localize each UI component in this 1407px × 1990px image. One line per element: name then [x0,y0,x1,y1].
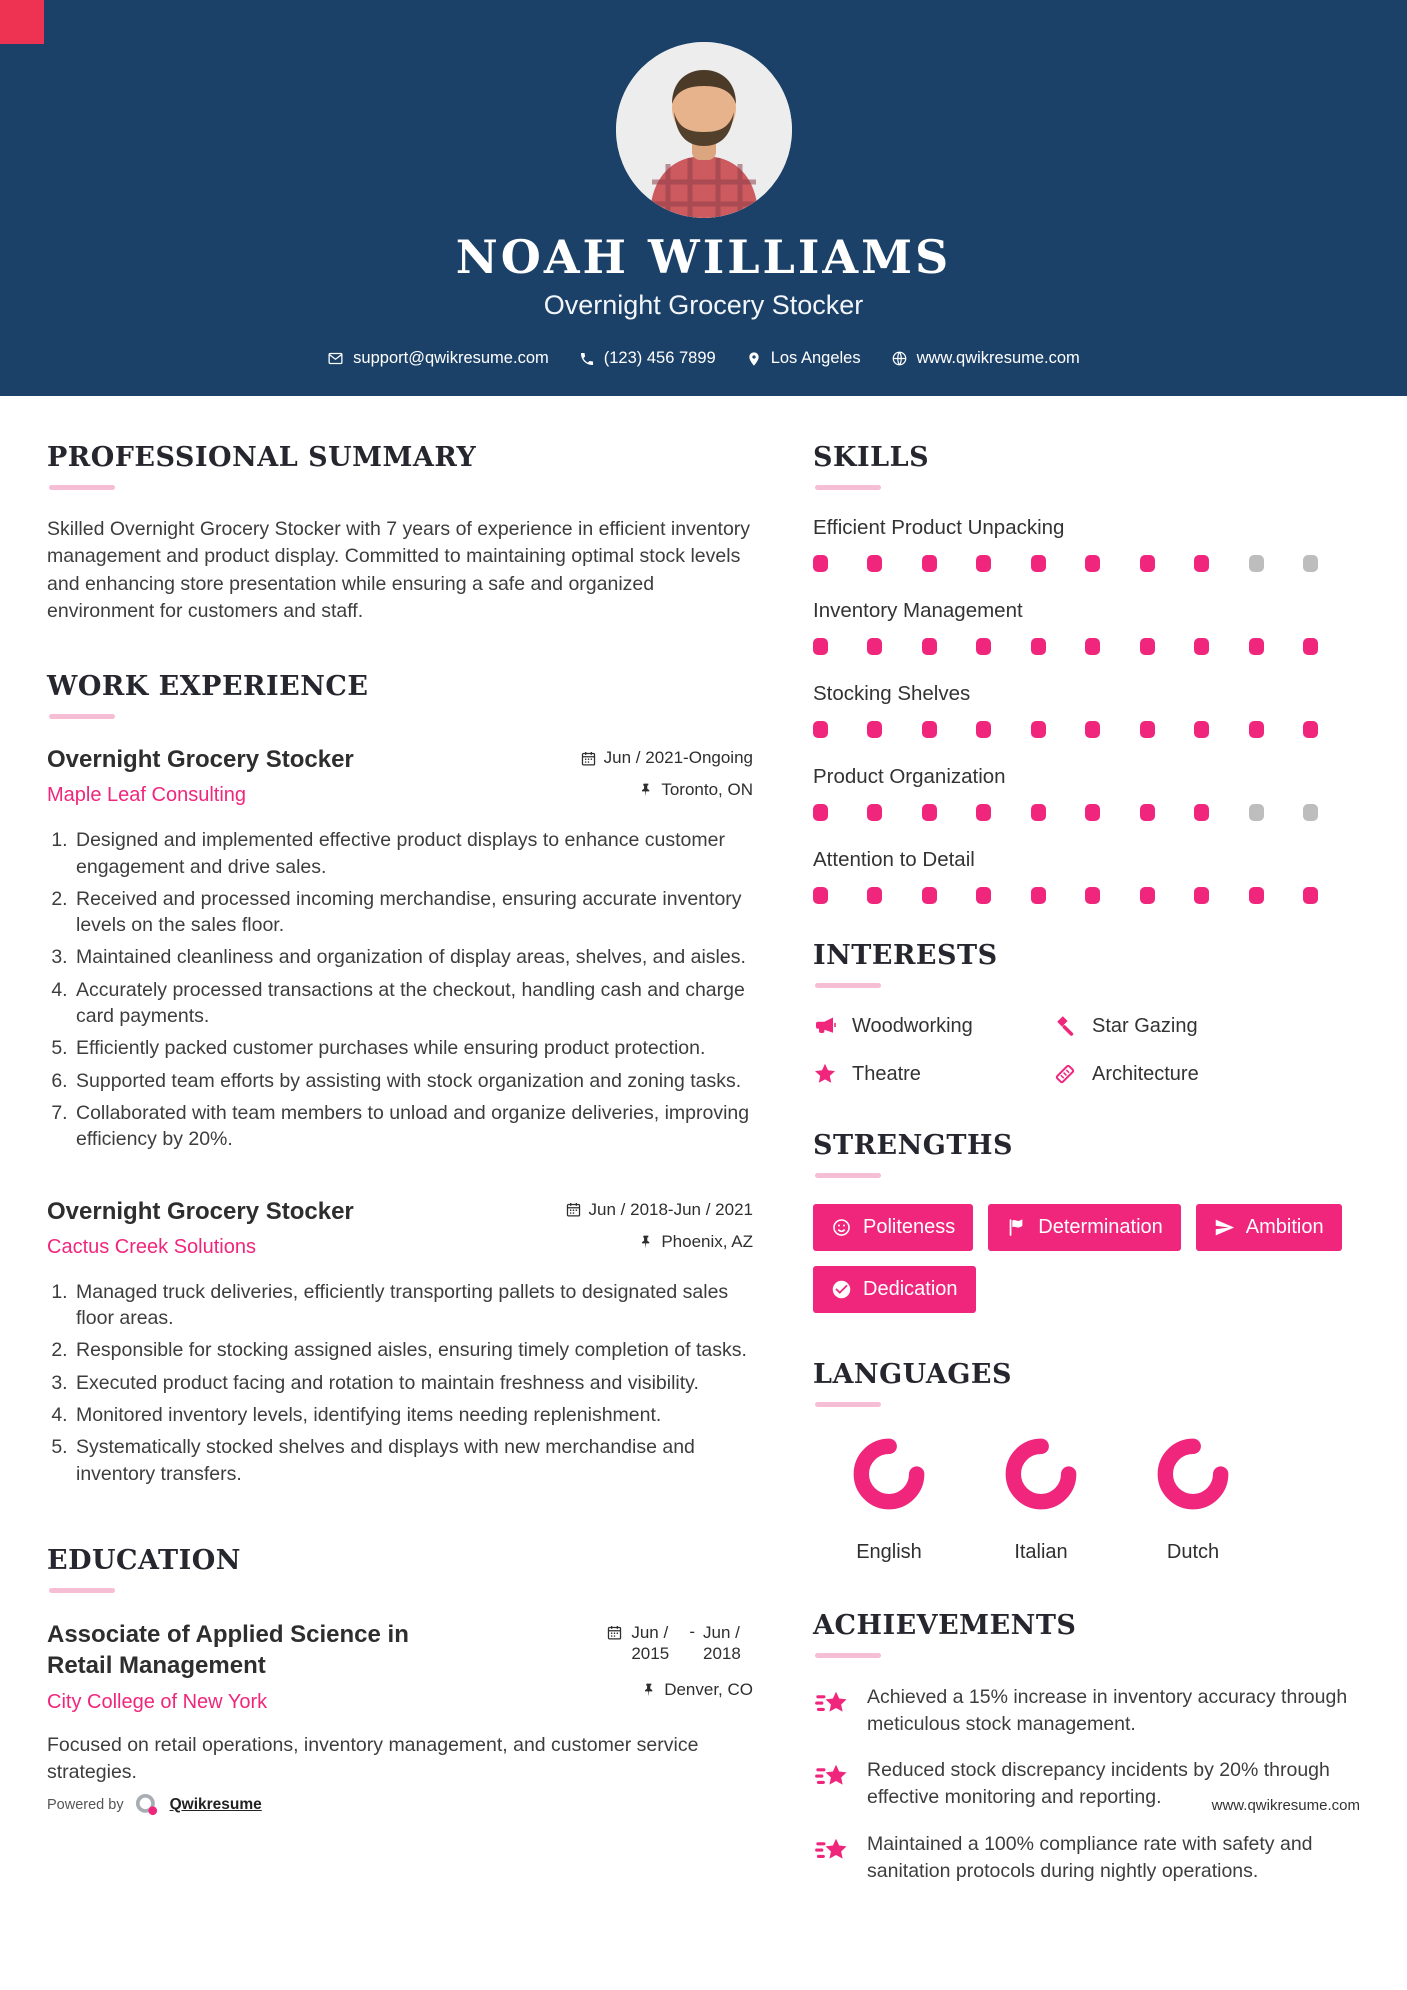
school-name: City College of New York [47,1691,268,1714]
job-location-row [638,780,753,800]
interest-item [813,1062,1053,1086]
job-entry [47,745,753,1152]
shooting-star-icon [813,1831,851,1884]
job-bullet: 5. Efficiently packed customer purchases while ensuring product protection. [73,1035,753,1061]
heading-underline [815,1402,881,1407]
avatar-image [616,42,792,218]
skills-list [813,516,1366,904]
achievement-text: Reduced stock discrepancy incidents by 20% through effective monitoring and reporting. [867,1759,1330,1809]
job-meta [580,745,753,807]
skill-dot [976,721,991,738]
phone-text: (123) 456 7899 [603,349,716,367]
job-bullets [47,1279,753,1487]
education-description: Focused on retail operations, inventory management, and customer service strategies. [47,1734,699,1784]
skill-dot [813,555,828,572]
skill-name: Attention to Detail [813,848,975,871]
skill-dot [1249,804,1264,821]
skill-dot [976,887,991,904]
language-item [965,1433,1117,1564]
section-heading: EDUCATION [47,1544,241,1576]
skill-dot [1031,804,1046,821]
heading-underline [815,1173,881,1178]
skill-dot [867,555,882,572]
education-dates [606,1622,753,1665]
skill-dot [867,638,882,655]
job-dates-row [565,1200,753,1220]
shooting-star-icon [813,1684,851,1737]
location-text: Los Angeles [770,349,861,367]
corner-accent [0,0,44,44]
skill-dot [922,804,937,821]
contact-bar [0,349,1407,368]
skill-dot [1085,638,1100,655]
skill-name: Inventory Management [813,599,1023,622]
job-bullet: 3. Executed product facing and rotation to maintain freshness and visibility. [73,1370,753,1396]
interest-label: Star Gazing [1092,1014,1198,1037]
resume-body [0,396,1407,1904]
skill-dot [922,887,937,904]
section-achievements [813,1610,1366,1884]
section-education [47,1545,753,1787]
section-strengths [813,1130,1366,1313]
skill-dot [1303,555,1318,572]
megaphone-icon [813,1014,837,1038]
skill-dot [1303,721,1318,738]
skill-dot [813,638,828,655]
strength-label: Dedication [863,1278,958,1300]
qwikresume-logo [134,1792,160,1818]
heading-underline [49,714,115,719]
person-job-title: Overnight Grocery Stocker [543,290,864,320]
skill-dot [1140,804,1155,821]
skill-dot [1194,887,1209,904]
job-bullet: 1. Designed and implemented effective product displays to enhance customer engagement and drive sales. [73,827,753,880]
skill-row [813,682,1366,738]
strength-label: Ambition [1245,1216,1324,1238]
skill-dot [1085,804,1100,821]
heading-underline [815,983,881,988]
smiley-icon [831,1217,852,1238]
achievement-text: Achieved a 15% increase in inventory accuracy through meticulous stock management. [867,1686,1348,1735]
skill-dot [976,638,991,655]
achievements-list [813,1684,1366,1884]
skill-dot [922,638,937,655]
skill-dot [1249,721,1264,738]
skill-dot [1249,887,1264,904]
job-bullet: 2. Received and processed incoming merchandise, ensuring accurate inventory levels on the sales floor. [73,886,753,939]
heading-underline [815,485,881,490]
job-bullets [47,827,753,1152]
heading-underline [49,1588,115,1593]
skill-dot [1085,555,1100,572]
skill-dot [1249,555,1264,572]
skill-dot [1194,555,1209,572]
calendar-icon [606,1624,623,1641]
skill-dot [813,721,828,738]
job-dates: Jun / 2018-Jun / 2021 [588,1199,753,1219]
section-heading: SKILLS [813,442,930,473]
pushpin-icon [641,1682,657,1698]
section-heading: PROFESSIONAL SUMMARY [47,442,477,473]
skill-dot [1140,721,1155,738]
powered-by [47,1792,262,1818]
summary-text: Skilled Overnight Grocery Stocker with 7 years of experience in efficient inventory management and product display. Committed to maintaining optimal stock levels and enhancing store presentation while ensuring a safe and organized environment for customers and staff. [47,518,751,622]
flag-icon [1006,1217,1027,1238]
strengths-list [813,1204,1343,1313]
job-dates: Jun / 2021-Ongoing [603,748,753,768]
interest-label: Architecture [1092,1062,1199,1085]
achievement-text: Maintained a 100% compliance rate with safety and sanitation protocols during nightly operations. [867,1832,1313,1882]
skill-dot [1303,887,1318,904]
website-text[interactable]: www.qwikresume.com [916,349,1080,367]
job-entry [47,1197,753,1487]
calendar-icon [580,750,597,767]
job-location: Toronto, ON [661,780,753,800]
skill-dot [922,721,937,738]
phone-icon [579,351,595,367]
check-circle-icon [831,1279,852,1300]
skill-dot [813,887,828,904]
strength-label: Determination [1038,1216,1163,1238]
skill-dot [1140,555,1155,572]
map-pin-icon [746,351,762,367]
skill-dot [1140,638,1155,655]
skill-dot [976,555,991,572]
skill-dot [1031,721,1046,738]
skill-dot [813,804,828,821]
section-languages [813,1359,1366,1564]
skill-dot [976,804,991,821]
skill-dots [813,638,1318,655]
skill-dot [867,804,882,821]
skill-dot [1303,804,1318,821]
section-heading: STRENGTHS [813,1130,1013,1161]
skill-dot [1085,887,1100,904]
education-dates-end: Jun / 2018 [703,1622,741,1664]
skill-row [813,516,1366,572]
job-bullet: 5. Systematically stocked shelves and displays with new merchandise and inventory transfers. [73,1434,753,1487]
language-donut [1000,1433,1082,1515]
footer [47,1792,1360,1818]
skill-dots [813,804,1318,821]
section-professional-summary [47,442,753,625]
pushpin-icon [638,1234,654,1250]
contact-item-email[interactable] [327,349,549,368]
skill-name: Efficient Product Unpacking [813,516,1065,539]
skill-dot [1303,638,1318,655]
section-heading: ACHIEVEMENTS [813,1610,1077,1641]
language-donut [848,1433,930,1515]
skill-row [813,765,1366,821]
job-title: Overnight Grocery Stocker [47,746,354,774]
education-location: Denver, CO [664,1680,753,1700]
section-work-experience [47,671,753,1487]
left-column [47,442,753,1904]
email-text[interactable]: support@qwikresume.com [353,349,549,367]
languages-list [813,1433,1366,1564]
section-heading: INTERESTS [813,940,998,971]
language-label: English [856,1541,922,1563]
job-bullet: 4. Accurately processed transactions at the checkout, handling cash and charge card payments. [73,977,753,1030]
strength-badge [1196,1204,1342,1251]
job-company: Maple Leaf Consulting [47,784,247,807]
heading-underline [815,1653,881,1658]
skill-dot [1085,721,1100,738]
profile-photo [616,42,792,218]
skill-name: Stocking Shelves [813,682,971,705]
job-location: Phoenix, AZ [661,1231,753,1251]
interest-label: Woodworking [852,1014,973,1037]
job-bullet: 2. Responsible for stocking assigned aisles, ensuring timely completion of tasks. [73,1337,753,1363]
language-item [813,1433,965,1564]
job-bullet: 4. Monitored inventory levels, identifying items needing replenishment. [73,1402,753,1428]
education-dates-separator: - [689,1621,695,1641]
job-location-row [638,1232,753,1252]
skill-dot [922,555,937,572]
mail-icon [327,350,344,367]
interest-item [1053,1062,1366,1086]
brand-link[interactable]: Qwikresume [169,1796,262,1813]
skill-dot [1031,555,1046,572]
heading-underline [49,485,115,490]
language-label: Dutch [1166,1541,1220,1563]
person-name: NOAH WILLIAMS [455,230,952,284]
education-location-row [641,1680,753,1700]
job-bullet: 7. Collaborated with team members to unload and organize deliveries, improving efficiency by 20%. [73,1100,753,1153]
star-icon [813,1062,837,1086]
contact-item-phone [579,349,716,368]
interests-list [813,1014,1366,1086]
skill-dot [867,721,882,738]
language-label: Italian [1014,1541,1068,1563]
section-interests [813,940,1366,1086]
strength-badge [813,1204,973,1251]
section-heading: LANGUAGES [813,1359,1012,1390]
skill-dot [1194,721,1209,738]
powered-by-label: Powered by [47,1797,124,1813]
footer-website[interactable]: www.qwikresume.com [1211,1796,1360,1814]
section-skills [813,442,1366,904]
interest-item [813,1014,1053,1038]
achievement-item [813,1831,1366,1884]
skill-dots [813,887,1318,904]
job-company: Cactus Creek Solutions [47,1235,256,1258]
skill-dot [1031,638,1046,655]
section-heading: WORK EXPERIENCE [47,671,369,703]
skill-dot [1031,887,1046,904]
job-bullet: 6. Supported team efforts by assisting with stock organization and zoning tasks. [73,1068,753,1094]
degree-title: Associate of Applied Science in Retail Management [47,1620,409,1679]
skill-dot [1194,804,1209,821]
job-title: Overnight Grocery Stocker [47,1197,354,1225]
contact-item-website[interactable] [891,349,1080,368]
paper-plane-icon [1214,1217,1235,1238]
skill-dot [1140,887,1155,904]
strength-badge [988,1204,1181,1251]
skill-row [813,599,1366,655]
interest-label: Theatre [852,1062,921,1085]
ticket-icon [1053,1062,1077,1086]
header [0,0,1407,396]
job-bullet: 3. Maintained cleanliness and organization of display areas, shelves, and aisles. [73,944,753,970]
job-meta [565,1197,753,1259]
pushpin-icon [638,782,654,798]
interest-item [1053,1014,1366,1038]
language-donut [1152,1433,1234,1515]
jobs-list [47,745,753,1487]
contact-item-location [746,349,861,368]
achievement-item [813,1684,1366,1737]
language-item [1117,1433,1269,1564]
job-bullet: 1. Managed truck deliveries, efficiently transporting pallets to designated sales floor areas. [73,1279,753,1332]
education-meta [606,1619,753,1714]
right-column [813,442,1366,1904]
gavel-icon [1053,1014,1077,1038]
strength-label: Politeness [863,1216,956,1238]
skill-dot [867,887,882,904]
skill-row [813,848,1366,904]
globe-icon [891,350,908,367]
skill-dots [813,721,1318,738]
calendar-icon [565,1201,582,1218]
skill-name: Product Organization [813,765,1006,788]
skill-dots [813,555,1318,572]
skill-dot [1249,638,1264,655]
job-dates-row [580,748,753,768]
education-dates-start: Jun / 2015 [631,1622,670,1664]
skill-dot [1194,638,1209,655]
strength-badge [813,1266,976,1313]
